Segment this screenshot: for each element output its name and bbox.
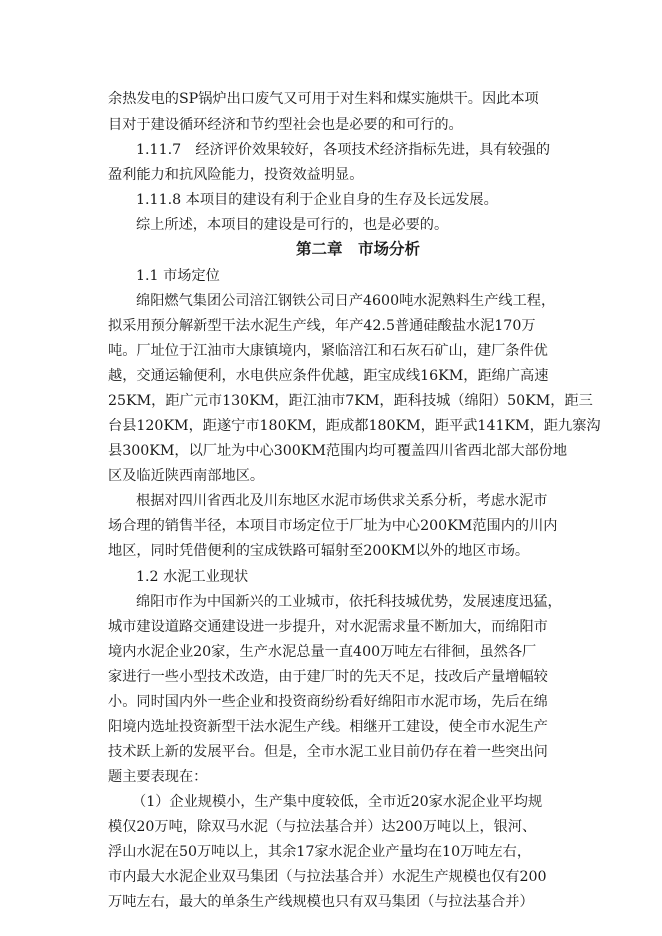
paragraph-line: 县300KM，以厂址为中心300KM范围内均可覆盖四川省西北部大部份地 (108, 443, 568, 459)
paragraph-line: 家进行一些小型技术改造，由于建厂时的先天不足，技改后产量增幅较 (108, 669, 548, 685)
paragraph-line: 小。同时国内外一些企业和投资商纷纷看好绵阳市水泥市场，先后在绵 (108, 694, 548, 710)
paragraph-line: 25KM，距广元市130KM，距江油市7KM，距科技城（绵阳）50KM，距三 (108, 393, 593, 409)
paragraph-line: 阳境内选址投资新型干法水泥生产线。相继开工建设，使全市水泥生产 (108, 719, 548, 735)
paragraph-line: 技术跃上新的发展平台。但是，全市水泥工业目前仍存在着一些突出问 (108, 744, 548, 760)
list-item-line: 模仅20万吨，除双马水泥（与拉法基合并）达200万吨以上，银河、 (108, 819, 537, 835)
paragraph-line: 场合理的销售半径，本项目市场定位于厂址为中心200KM范围内的川内 (108, 518, 558, 534)
paragraph-line: 绵阳燃气集团公司涪江钢铁公司日产4600吨水泥熟料生产线工程， (136, 293, 556, 309)
item-1-11-7-line: 1.11.7 经济评价效果较好，各项技术经济指标先进，具有较强的 (136, 142, 551, 158)
paragraph-line: 地区，同时凭借便利的宝成铁路可辐射至200KM以外的地区市场。 (108, 543, 530, 559)
paragraph-line: 境内水泥企业20家，生产水泥总量一直400万吨左右徘徊，虽然各厂 (108, 644, 537, 660)
list-item-line: 市内最大水泥企业双马集团（与拉法基合并）水泥生产规模也仅有200 (108, 869, 547, 885)
chapter-title: 第二章 市场分析 (296, 239, 421, 258)
item-1-11-7-line: 盈利能力和抗风险能力，投资效益明显。 (108, 167, 364, 183)
paragraph-line: 台县120KM，距遂宁市180KM，距成都180KM，距平武141KM，距九寨沟 (108, 418, 601, 434)
paragraph-line: 拟采用预分解新型干法水泥生产线，年产42.5普通硅酸盐水泥170万 (108, 318, 536, 334)
list-item-line: 万吨左右，最大的单条生产线规模也只有双马集团（与拉法基合并） (108, 894, 534, 910)
paragraph-line: 绵阳市作为中国新兴的工业城市，依托科技城优势，发展速度迅猛， (136, 594, 562, 610)
item-1-11-8: 1.11.8 本项目的建设有利于企业自身的生存及长远发展。 (136, 192, 498, 208)
paragraph-line: 根据对四川省西北及川东地区水泥市场供求关系分析，考虑水泥市 (136, 493, 548, 509)
intro-line: 余热发电的SP锅炉出口废气又可用于对生料和煤实施烘干。因此本项 (108, 91, 539, 107)
intro-line: 目对于建设循环经济和节约型社会也是必要的和可行的。 (108, 117, 463, 133)
paragraph-line: 区及临近陕西南部地区。 (108, 468, 265, 484)
paragraph-line: 城市建设道路交通建设进一步提升，对水泥需求量不断加大，而绵阳市 (108, 619, 548, 635)
paragraph-line: 越，交通运输便利，水电供应条件优越，距宝成线16KM，距绵广高速 (108, 368, 549, 384)
paragraph-line: 题主要表现在： (108, 769, 208, 785)
section-1-2-heading: 1.2 水泥工业现状 (136, 569, 249, 585)
list-item-line: 浮山水泥在50万吨以上，其余17家水泥企业产量均在10万吨左右， (108, 844, 532, 860)
list-item-line: （1）企业规模小，生产集中度较低，全市近20家水泥企业平均规 (132, 794, 543, 810)
section-1-1-heading: 1.1 市场定位 (136, 268, 220, 284)
paragraph-line: 吨。厂址位于江油市大康镇境内，紧临涪江和石灰石矿山，建厂条件优 (108, 343, 548, 359)
conclusion: 综上所述，本项目的建设是可行的，也是必要的。 (136, 217, 449, 233)
